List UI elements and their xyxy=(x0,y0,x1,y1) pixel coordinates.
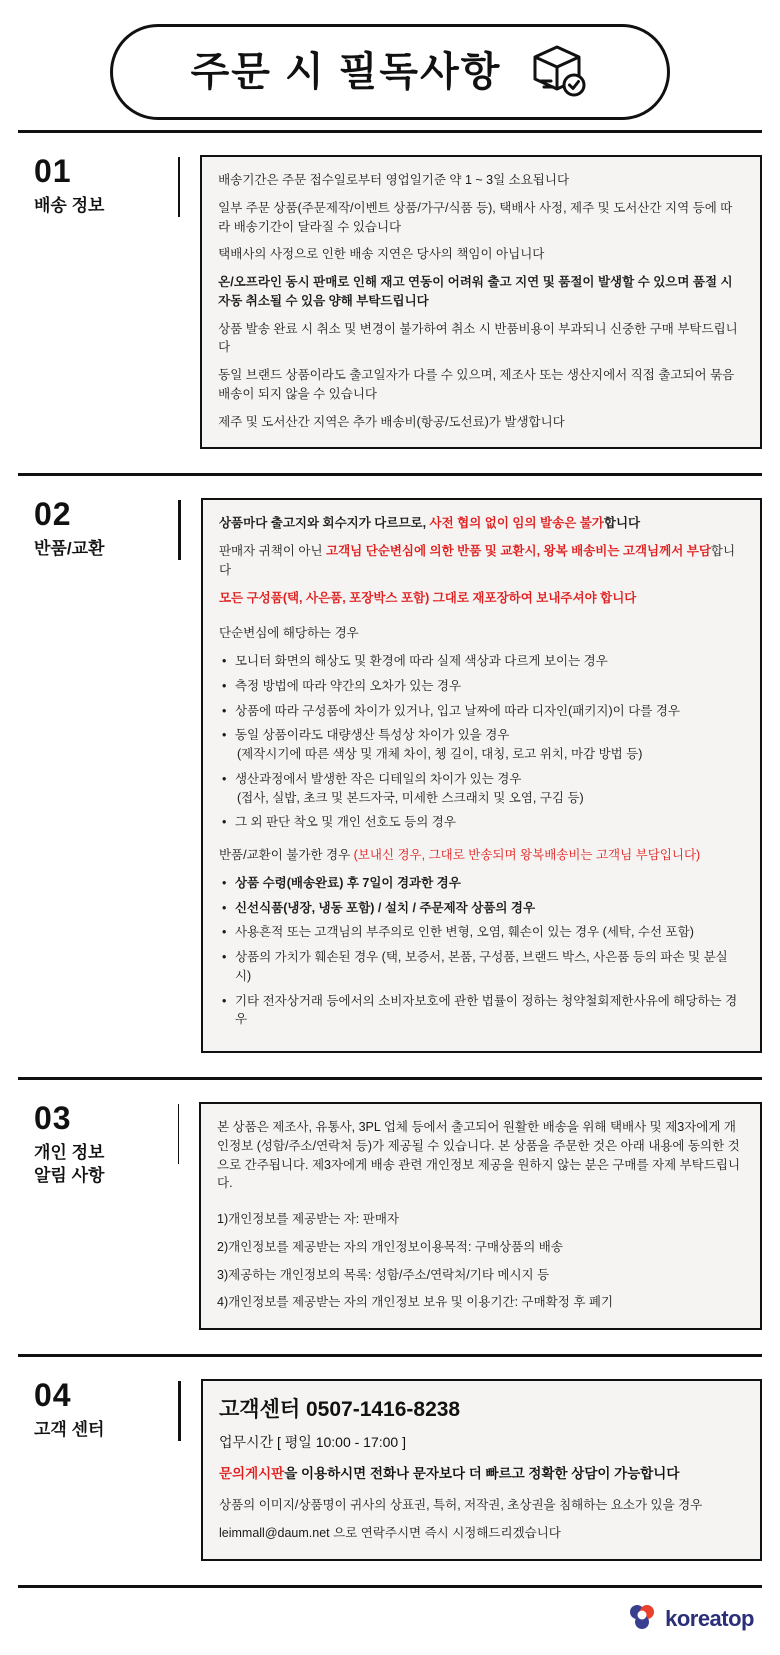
customer-center-phone[interactable]: 고객센터 0507-1416-8238 xyxy=(219,1398,461,1421)
list-item-subtext: (제작시기에 따른 색상 및 개체 차이, 쳉 길이, 대칭, 로고 위치, 마감 방법 등) xyxy=(236,747,643,761)
section-delivery xyxy=(0,133,780,473)
list-item-text: 사용흔적 또는 고객님의 부주의로 인한 변형, 오염, 훼손이 있는 경우 (세탁, 수선 포함) xyxy=(234,925,694,940)
section-name-line1: 개인 정보 xyxy=(34,1142,105,1162)
spacer xyxy=(219,838,744,846)
list-item xyxy=(235,948,744,986)
list-item-text: 신선식품(냉장, 냉동 포함) / 설치 / 주문제작 상품의 경우 xyxy=(234,900,536,915)
privacy-item: 2)개인정보를 제공받는 자의 개인정보이용목적: 구매상품의 배송 xyxy=(217,1239,563,1254)
spacer xyxy=(219,616,744,624)
list-item-text: 상품의 가치가 훼손된 경우 (택, 보증서, 본품, 구성품, 브랜드 박스, 사은품 등의 파손 및 분실 시) xyxy=(234,950,728,983)
not-allowed-title-highlight: (보내신 경우, 그대로 반송되며 왕복배송비는 고객님 부담입니다) xyxy=(353,848,701,862)
page-title: 주문 시 필독사항 xyxy=(190,50,502,94)
list-item xyxy=(235,923,744,942)
section-privacy-notice xyxy=(0,1080,780,1354)
list-item xyxy=(235,992,744,1030)
delivery-line: 택배사의 사정으로 인한 배송 지연은 당사의 책임이 아닙니다 xyxy=(218,247,545,262)
list-item-text: 상품에 따라 구성품에 차이가 있거나, 입고 날짜에 따라 디자인(패키지)이 다를 경우 xyxy=(234,703,680,718)
section-panel-01 xyxy=(200,155,762,449)
privacy-item: 4)개인정보를 제공받는 자의 개인정보 보유 및 이용기간: 구매확정 후 폐기 xyxy=(217,1295,614,1310)
delivery-line: 동일 브랜드 상품이라도 출고일자가 다를 수 있으며, 제조사 또는 생산지에서 직접 출고되어 묶음배송이 되지 않을 수 있습니다 xyxy=(218,368,735,401)
list-item xyxy=(235,652,744,671)
section-rule xyxy=(178,500,181,560)
list-item-text: 그 외 판단 착오 및 개인 선호도 등의 경우 xyxy=(234,815,456,830)
not-allowed-title-prefix: 반품/교환이 불가한 경우 xyxy=(218,848,354,862)
list-item-text: 생산과정에서 발생한 작은 디테일의 차이가 있는 경우 xyxy=(234,771,522,786)
list-item xyxy=(235,899,744,918)
list-item-text: 측정 방법에 따라 약간의 오차가 있는 경우 xyxy=(234,678,462,693)
delivery-line: 배송기간은 주문 접수일로부터 영업일기준 약 1 ~ 3일 소요됩니다 xyxy=(218,173,570,187)
list-item xyxy=(235,874,744,893)
list-item-subtext: (접사, 실밥, 초크 및 본드자국, 미세한 스크래치 및 오염, 구김 등) xyxy=(236,790,584,805)
list-item xyxy=(235,702,744,721)
inquiry-board-note xyxy=(219,1462,744,1482)
return-top-highlight: 모든 구성품(택, 사은품, 포장박스 포함) 그대로 재포장하여 보내주셔야 합니다 xyxy=(218,590,637,605)
not-allowed-list xyxy=(219,874,744,1029)
section-label-04 xyxy=(18,1379,178,1561)
delivery-line: 일부 주문 상품(주문제작/이벤트 상품/가구/식품 등), 택배사 사정, 제주 및 도서산간 지역 등에 따라 배송기간이 달라질 수 있습니다 xyxy=(218,200,733,234)
customer-center-hours: 업무시간 [ 평일 10:00 - 17:00 ] xyxy=(219,1434,406,1451)
section-number: 02 xyxy=(34,496,72,533)
koreatop-flower-logo-icon xyxy=(627,1602,657,1637)
inquiry-board-link[interactable]: 문의게시판 xyxy=(219,1466,285,1482)
spacer xyxy=(217,1202,744,1210)
delivery-line: 상품 발송 완료 시 취소 및 변경이 불가하여 취소 시 반품비용이 부과되니 신중한 구매 부탁드립니다 xyxy=(218,321,738,355)
return-top-suffix: 합니다 xyxy=(218,544,736,577)
return-top-line xyxy=(219,589,744,608)
section-number: 04 xyxy=(34,1377,72,1413)
list-item xyxy=(235,726,744,764)
return-top-prefix: 판매자 귀책이 아닌 xyxy=(218,544,326,558)
return-top-prefix: 상품마다 출고지와 회수지가 다르므로, xyxy=(218,516,430,531)
section-number: 03 xyxy=(34,1100,72,1136)
section-label-02 xyxy=(18,498,178,1053)
section-name: 고객 센터 xyxy=(34,1419,105,1439)
privacy-item: 3)제공하는 개인정보의 목록: 성함/주소/연락처/기타 메시지 등 xyxy=(217,1267,550,1282)
header-badge xyxy=(110,24,670,120)
return-top-line xyxy=(219,514,744,533)
list-item xyxy=(235,770,744,808)
list-item-text: 기타 전자상거래 등에서의 소비자보호에 관한 법률이 정하는 청약철회제한사유에 해당하는 경우 xyxy=(234,993,738,1027)
list-item-text: 모니터 화면의 해상도 및 환경에 따라 실제 색상과 다르게 보이는 경우 xyxy=(234,654,608,668)
footer-brand: koreatop xyxy=(665,1606,754,1632)
footer xyxy=(0,1588,780,1655)
copyright-note-line: leimmall@daum.net 으로 연락주시면 즉시 시정해드리겠습니다 xyxy=(219,1525,561,1540)
package-box-check-icon xyxy=(527,41,589,104)
section-name: 배송 정보 xyxy=(34,195,105,215)
section-label-03 xyxy=(18,1102,178,1330)
copyright-note-line: 상품의 이미지/상품명이 귀사의 상표권, 특허, 저작권, 초상권을 침해하는 요소가 있을 경우 xyxy=(219,1498,703,1513)
list-item-text: 상품 수령(배송완료) 후 7일이 경과한 경우 xyxy=(234,875,461,890)
section-panel-04 xyxy=(201,1379,762,1561)
delivery-line: 제주 및 도서산간 지역은 추가 배송비(항공/도선료)가 발생합니다 xyxy=(218,414,565,429)
privacy-paragraph: 본 상품은 제조사, 유통사, 3PL 업체 등에서 출고되어 원활한 배송을 위해 택배사 및 제3자에게 개인정보 (성함/주소/연락처 등)가 제공될 수 있습니다. 본 상품을 주문한 것은 아래 내용에 동의한 것으로 간주됩니다. 제3자에게 배송 관련 개인정보 제공을 원하지 않는 분은 구매를 자제 부탁드립니다. xyxy=(217,1120,741,1191)
list-item-text: 동일 상품이라도 대량생산 특성상 차이가 있을 경우 xyxy=(234,728,510,743)
privacy-item: 1)개인정보를 제공받는 자: 판매자 xyxy=(217,1212,399,1226)
delivery-line: 온/오프라인 동시 판매로 인해 재고 연동이 어려워 출고 지연 및 품절이 발생할 수 있으며 품절 시 자동 취소될 수 있음 양해 부탁드립니다 xyxy=(218,275,733,308)
section-number: 01 xyxy=(34,153,72,189)
simple-change-list xyxy=(219,652,744,832)
section-name: 반품/교환 xyxy=(34,538,105,558)
return-top-highlight: 사전 협의 없이 임의 발송은 불가 xyxy=(429,516,604,531)
return-top-highlight: 고객님 단순변심에 의한 반품 및 교환시, 왕복 배송비는 고객님께서 부담 xyxy=(326,544,711,558)
section-rule xyxy=(178,157,180,217)
not-allowed-title xyxy=(219,846,744,865)
section-panel-02 xyxy=(201,498,762,1053)
section-return-exchange xyxy=(0,476,780,1077)
section-panel-03 xyxy=(199,1102,762,1330)
return-top-suffix: 합니다 xyxy=(603,516,641,531)
simple-change-title: 단순변심에 해당하는 경우 xyxy=(218,626,359,641)
section-customer-center xyxy=(0,1357,780,1585)
header xyxy=(0,0,780,130)
section-rule xyxy=(178,1104,179,1164)
return-top-line xyxy=(219,542,744,580)
list-item xyxy=(235,677,744,696)
section-rule xyxy=(178,1381,181,1441)
inquiry-board-note-rest: 을 이용하시면 전화나 문자보다 더 빠르고 정확한 상담이 가능합니다 xyxy=(284,1466,680,1482)
list-item xyxy=(235,813,744,832)
section-name-line2: 알림 사항 xyxy=(34,1165,105,1185)
section-label-01 xyxy=(18,155,178,449)
section-name xyxy=(34,1142,178,1188)
